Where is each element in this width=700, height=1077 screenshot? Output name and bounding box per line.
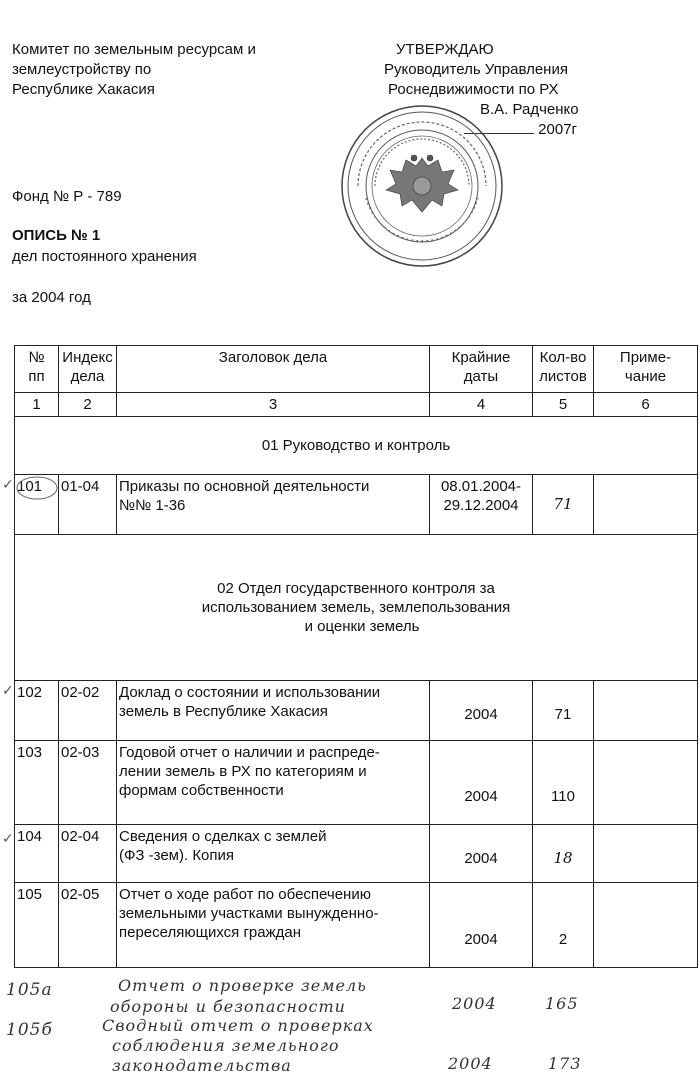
row-dates xyxy=(430,475,533,535)
column-number: 1 xyxy=(15,393,59,417)
row-title-line: лении земель в РХ по категориям и xyxy=(119,763,367,780)
table-header-row xyxy=(15,346,698,393)
row-sheets: 71 xyxy=(533,681,594,741)
handwritten-dates: 2004 xyxy=(448,1054,493,1073)
row-note xyxy=(594,681,698,741)
row-number: 101 xyxy=(15,475,59,535)
row-number: 103 xyxy=(15,741,59,825)
col-header-line: Индекс xyxy=(62,349,113,366)
row-sheets xyxy=(533,475,594,535)
approval-date: 2007г xyxy=(538,121,578,138)
column-number: 2 xyxy=(59,393,117,417)
check-mark-icon: ✓ xyxy=(2,476,14,492)
handwritten-number: 105а xyxy=(6,980,53,1000)
row-title-line: Сведения о сделках с землей xyxy=(119,828,327,845)
approval-title: УТВЕРЖДАЮ xyxy=(396,41,494,58)
row-title xyxy=(117,475,430,535)
check-mark-icon: ✓ xyxy=(2,682,14,698)
row-title-line: земель в Республике Хакасия xyxy=(119,703,328,720)
col-header-sheets xyxy=(533,346,594,393)
col-header-line: Заголовок дела xyxy=(218,349,328,366)
row-dates-line: 08.01.2004- xyxy=(440,478,522,495)
col-header-index xyxy=(59,346,117,393)
column-number: 5 xyxy=(533,393,594,417)
approval-line: Роснедвижимости по РХ xyxy=(388,81,559,98)
row-title-line: №№ 1-36 xyxy=(119,497,186,514)
row-dates: 2004 xyxy=(430,883,533,968)
section-heading-line: использованием земель, землепользования xyxy=(201,599,511,616)
row-note xyxy=(594,883,698,968)
row-index: 02-03 xyxy=(59,741,117,825)
section-row xyxy=(15,535,698,681)
col-header-line: пп xyxy=(28,368,45,385)
row-title-line: формам собственности xyxy=(119,782,284,799)
row-note xyxy=(594,741,698,825)
section-heading-line: и оценки земель xyxy=(304,618,420,635)
row-number: 104 xyxy=(15,825,59,883)
row-dates-line: 29.12.2004 xyxy=(443,497,519,514)
row-sheets: 2 xyxy=(533,883,594,968)
handwritten-dates: 2004 xyxy=(452,994,497,1013)
col-header-note xyxy=(594,346,698,393)
section-heading-line: 02 Отдел государственного контроля за xyxy=(217,580,495,597)
row-number: 102 xyxy=(15,681,59,741)
handwritten-number: 105б xyxy=(6,1020,53,1040)
row-title-line: переселяющихся граждан xyxy=(119,924,302,941)
col-header-line: листов xyxy=(539,368,587,385)
row-index: 02-05 xyxy=(59,883,117,968)
official-seal xyxy=(338,102,506,270)
row-title-line: Доклад о состоянии и использовании xyxy=(119,684,381,701)
handwritten-title-line: Отчет о проверке земель xyxy=(118,976,367,995)
row-title-line: Годовой отчет о наличии и распреде- xyxy=(119,744,380,761)
circle-mark xyxy=(14,473,60,503)
inventory-table xyxy=(14,345,698,968)
table-row xyxy=(15,741,698,825)
col-header-dates xyxy=(430,346,533,393)
row-note xyxy=(594,825,698,883)
handwritten-sheets: 173 xyxy=(548,1054,582,1073)
row-title xyxy=(117,825,430,883)
row-sheets: 110 xyxy=(533,741,594,825)
row-dates: 2004 xyxy=(430,741,533,825)
section-heading xyxy=(15,535,698,681)
table-row xyxy=(15,825,698,883)
column-number: 6 xyxy=(594,393,698,417)
approval-name: В.А. Радченко xyxy=(480,101,579,118)
row-index: 02-02 xyxy=(59,681,117,741)
col-header-line: даты xyxy=(463,368,499,385)
column-number-row xyxy=(15,393,698,417)
org-line: Комитет по земельным ресурсам и xyxy=(12,41,256,58)
table-row xyxy=(15,883,698,968)
row-title xyxy=(117,681,430,741)
table-row xyxy=(15,681,698,741)
row-title-line: (ФЗ -зем). Копия xyxy=(119,847,235,864)
inventory-year: за 2004 год xyxy=(12,289,91,306)
row-title-line: Приказы по основной деятельности xyxy=(119,478,370,495)
row-title-line: Отчет о ходе работ по обеспечению xyxy=(119,886,371,903)
org-line: землеустройству по xyxy=(12,61,152,78)
row-note xyxy=(594,475,698,535)
col-header-line: Кол-во xyxy=(539,349,587,366)
row-number: 105 xyxy=(15,883,59,968)
handwritten-title-line: обороны и безопасности xyxy=(110,997,346,1016)
col-header-line: Крайние xyxy=(451,349,511,366)
row-sheets xyxy=(533,825,594,883)
col-header-title xyxy=(117,346,430,393)
column-number: 4 xyxy=(430,393,533,417)
row-sheets-value: 18 xyxy=(553,849,573,867)
inventory-title: ОПИСЬ № 1 xyxy=(12,227,101,244)
row-title xyxy=(117,741,430,825)
org-line: Республике Хакасия xyxy=(12,81,155,98)
row-index: 01-04 xyxy=(59,475,117,535)
col-header-line: дела xyxy=(70,368,105,385)
col-header-number xyxy=(15,346,59,393)
table-row xyxy=(15,475,698,535)
col-header-line: чание xyxy=(624,368,667,385)
col-header-line: № xyxy=(28,349,45,366)
col-header-line: Приме- xyxy=(619,349,672,366)
row-dates: 2004 xyxy=(430,681,533,741)
inventory-subtitle: дел постоянного хранения xyxy=(12,248,197,265)
handwritten-title-line: Сводный отчет о проверках xyxy=(102,1016,374,1035)
row-title-line: земельными участками вынужденно- xyxy=(119,905,379,922)
handwritten-title-line: соблюдения земельного xyxy=(112,1036,340,1055)
column-number: 3 xyxy=(117,393,430,417)
handwritten-title-line: законодательства xyxy=(112,1056,292,1075)
row-sheets-value: 71 xyxy=(553,495,573,513)
approval-line: Руководитель Управления xyxy=(384,61,568,78)
section-heading: 01 Руководство и контроль xyxy=(15,417,698,475)
row-dates: 2004 xyxy=(430,825,533,883)
row-title xyxy=(117,883,430,968)
check-mark-icon: ✓ xyxy=(2,830,14,846)
section-row xyxy=(15,417,698,475)
organization-name xyxy=(12,40,256,100)
handwritten-sheets: 165 xyxy=(545,994,579,1013)
fond-number: Фонд № Р - 789 xyxy=(12,188,122,205)
row-index: 02-04 xyxy=(59,825,117,883)
